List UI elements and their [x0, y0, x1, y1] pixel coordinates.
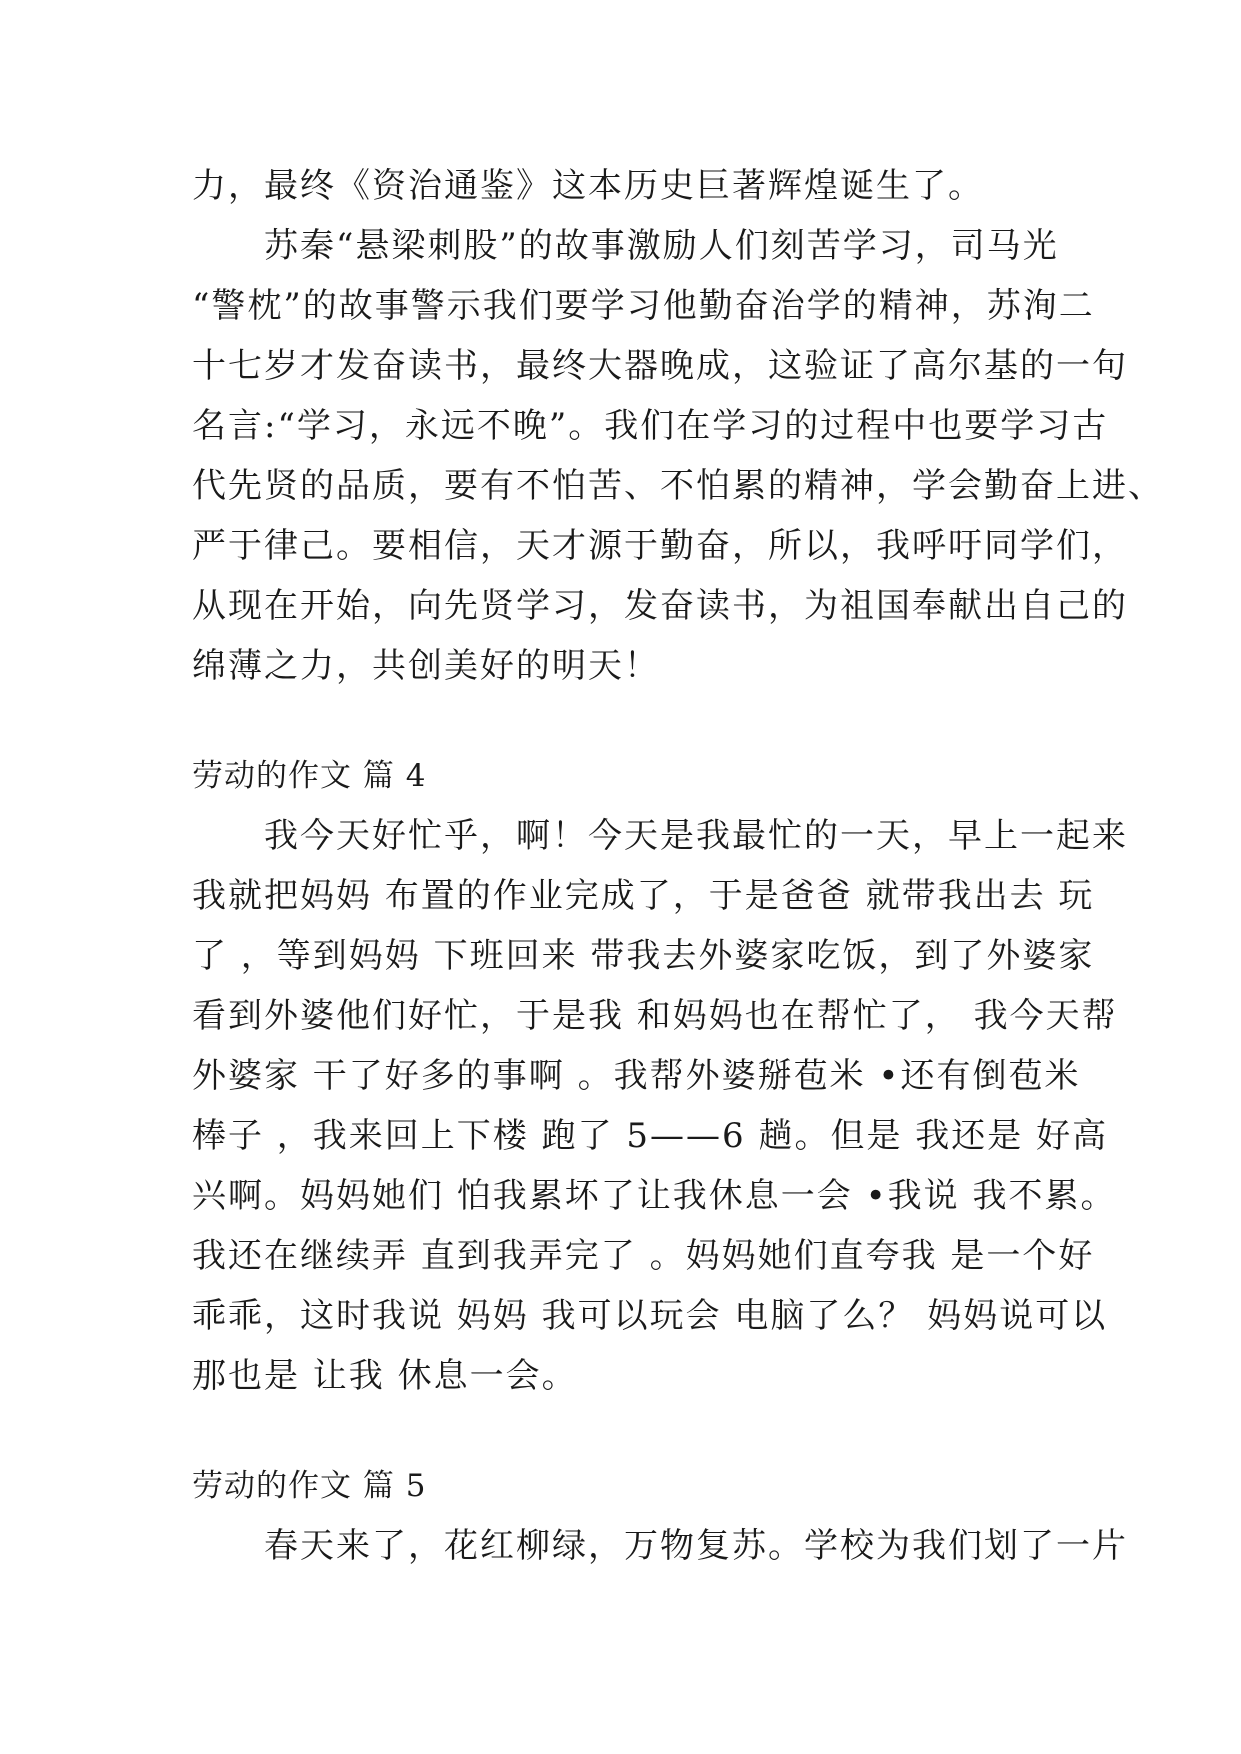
intro-line: 力，最终《资治通鉴》这本历史巨著辉煌诞生了。: [192, 166, 984, 206]
section4-line: 了 ，等到妈妈 下班回来 带我去外婆家吃饭，到了外婆家: [192, 936, 1095, 976]
section4-line: 看到外婆他们好忙，于是我 和妈妈也在帮忙了， 我今天帮: [192, 996, 1118, 1036]
section4-line: 棒子 ，我来回上下楼 跑了 5——6 趟。但是 我还是 好高: [192, 1116, 1109, 1156]
section4-line: 我就把妈妈 布置的作业完成了，于是爸爸 就带我出去 玩: [192, 876, 1095, 916]
intro-line: 代先贤的品质，要有不怕苦、不怕累的精神，学会勤奋上进、: [192, 466, 1164, 506]
intro-line: 从现在开始，向先贤学习，发奋读书，为祖国奉献出自己的: [192, 586, 1128, 626]
section4-line: 乖乖，这时我说 妈妈 我可以玩会 电脑了么？ 妈妈说可以: [192, 1296, 1108, 1336]
section-heading: 劳动的作文 篇 5: [192, 1468, 427, 1504]
section-heading: 劳动的作文 篇 4: [192, 758, 427, 794]
section4-line: 我还在继续弄 直到我弄完了 。妈妈她们直夸我 是一个好: [192, 1236, 1095, 1276]
intro-line: 名言:“学习，永远不晚”。我们在学习的过程中也要学习古: [192, 406, 1109, 446]
intro-line: 十七岁才发奋读书，最终大器晚成，这验证了高尔基的一句: [192, 346, 1128, 386]
intro-line: 绵薄之力，共创美好的明天！: [192, 646, 660, 686]
intro-line: 严于律己。要相信，天才源于勤奋，所以，我呼吁同学们，: [192, 526, 1128, 566]
section4-line: 我今天好忙乎，啊！今天是我最忙的一天，早上一起来: [192, 816, 1128, 856]
section4-line: 兴啊。妈妈她们 怕我累坏了让我休息一会 •我说 我不累。: [192, 1176, 1117, 1216]
section5-line: 春天来了，花红柳绿，万物复苏。学校为我们划了一片: [192, 1526, 1128, 1566]
intro-line: “警枕”的故事警示我们要学习他勤奋治学的精神，苏洵二: [192, 286, 1095, 326]
section4-line: 外婆家 干了好多的事啊 。我帮外婆掰苞米 •还有倒苞米: [192, 1056, 1081, 1096]
intro-line: 苏秦“悬梁刺股”的故事激励人们刻苦学习，司马光: [192, 226, 1059, 266]
section4-line: 那也是 让我 休息一会。: [192, 1356, 578, 1396]
